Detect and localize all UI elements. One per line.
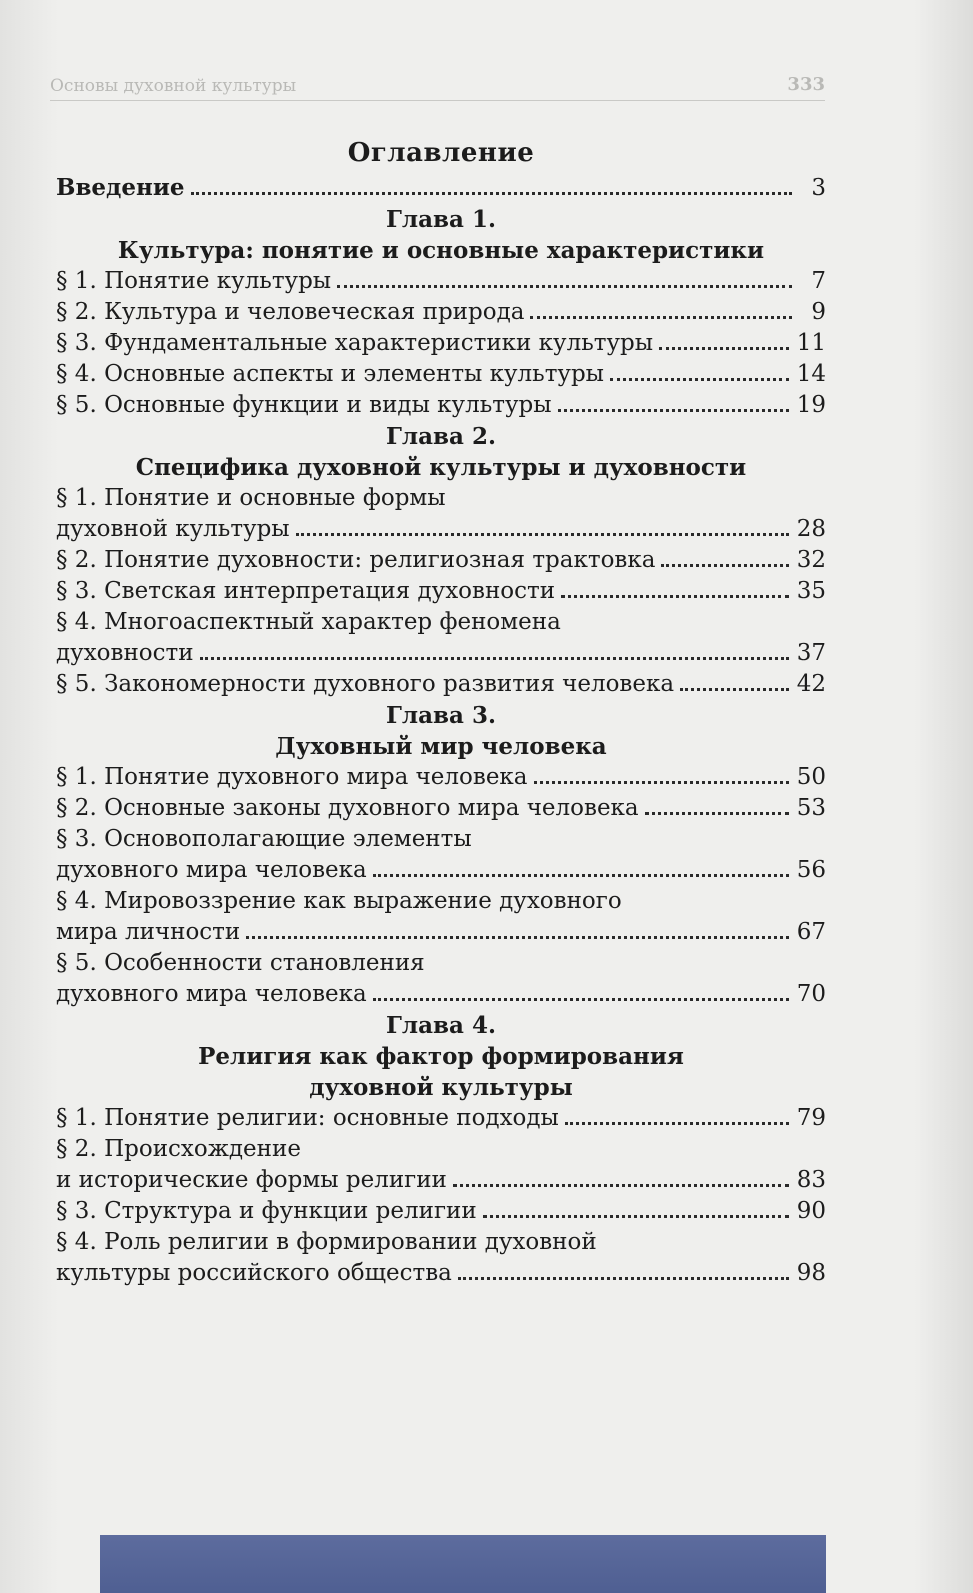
- entry-text: § 4. Мировоззрение как выражение духовного: [56, 888, 622, 914]
- page-number: 79: [796, 1105, 826, 1131]
- toc-line: [56, 359, 826, 390]
- toc-entry[interactable]: [56, 297, 826, 328]
- entry-text: § 4. Многоаспектный характер феномена: [56, 609, 561, 635]
- page-number: 19: [796, 392, 826, 418]
- page-number: 67: [796, 919, 826, 945]
- toc-entry[interactable]: [56, 607, 826, 669]
- dot-leader: [337, 285, 792, 288]
- toc-line: [56, 297, 826, 328]
- chapter-title: Специфика духовной культуры и духовности: [135, 454, 747, 481]
- toc-entry[interactable]: [56, 483, 826, 545]
- dot-leader: [561, 595, 789, 598]
- bottom-color-band: [100, 1535, 826, 1593]
- dot-leader: [200, 657, 789, 660]
- entry-text: § 2. Культура и человеческая природа: [56, 299, 525, 325]
- page-number: 37: [796, 640, 826, 666]
- toc-entry[interactable]: [56, 824, 826, 886]
- running-head-title: Основы духовной культуры: [50, 76, 297, 96]
- dot-leader: [483, 1215, 789, 1218]
- toc-line: [56, 1258, 826, 1289]
- entry-text: § 2. Понятие духовности: религиозная трактовка: [56, 547, 656, 573]
- toc-entry[interactable]: [56, 948, 826, 1010]
- toc-entry[interactable]: [56, 886, 826, 948]
- toc-entry[interactable]: [56, 1227, 826, 1289]
- toc-line: [56, 266, 826, 297]
- entry-text: § 2. Происхождение: [56, 1136, 301, 1162]
- entry-text: духовного мира человека: [56, 857, 367, 883]
- dot-leader: [458, 1277, 789, 1280]
- page-number: 98: [796, 1260, 826, 1286]
- page-number: 70: [796, 981, 826, 1007]
- page-number: 90: [796, 1198, 826, 1224]
- page-number: 50: [796, 764, 826, 790]
- toc-line: [56, 1165, 826, 1196]
- entry-text: § 4. Основные аспекты и элементы культуры: [56, 361, 604, 387]
- entry-text: § 5. Закономерности духовного развития человека: [56, 671, 675, 697]
- dot-leader: [296, 533, 789, 536]
- toc-line: [56, 328, 826, 359]
- dot-leader: [453, 1184, 789, 1187]
- page-number: 56: [796, 857, 826, 883]
- table-of-contents: [56, 138, 826, 1289]
- toc-line: [56, 638, 826, 669]
- page-number: 28: [796, 516, 826, 542]
- dot-leader: [645, 812, 789, 815]
- entry-text: § 1. Понятие культуры: [56, 268, 332, 294]
- chapter-title: духовной культуры: [309, 1074, 573, 1101]
- running-head: [50, 72, 825, 101]
- dot-leader: [680, 688, 789, 691]
- toc-title: Оглавление: [347, 138, 535, 168]
- entry-text: § 5. Особенности становления: [56, 950, 425, 976]
- entry-text: культуры российского общества: [56, 1260, 452, 1286]
- entry-text: § 5. Основные функции и виды культуры: [56, 392, 552, 418]
- dot-leader: [373, 998, 789, 1001]
- entry-text: § 1. Понятие и основные формы: [56, 485, 446, 511]
- page-number: 7: [811, 268, 826, 294]
- entry-text: § 3. Фундаментальные характеристики культуры: [56, 330, 654, 356]
- entry-text: мира личности: [56, 919, 241, 945]
- entry-text: § 1. Понятие религии: основные подходы: [56, 1105, 559, 1131]
- toc-line: [56, 979, 826, 1010]
- toc-line: [56, 855, 826, 886]
- entry-text: и исторические формы религии: [56, 1167, 447, 1193]
- entry-text: духовного мира человека: [56, 981, 367, 1007]
- toc-entry[interactable]: [56, 545, 826, 576]
- toc-entry[interactable]: [56, 1103, 826, 1134]
- entry-text: духовной культуры: [56, 516, 290, 542]
- dot-leader: [530, 316, 792, 319]
- page-number: 3: [811, 175, 826, 201]
- toc-line: [56, 514, 826, 545]
- toc-entry[interactable]: [56, 669, 826, 700]
- toc-line: [56, 576, 826, 607]
- dot-leader: [534, 781, 789, 784]
- entry-text: § 3. Структура и функции религии: [56, 1198, 477, 1224]
- entry-text: § 3. Основополагающие элементы: [56, 826, 472, 852]
- dot-leader: [661, 564, 788, 567]
- chapter-heading: Глава 4.: [386, 1012, 496, 1039]
- toc-line: [56, 545, 826, 576]
- toc-entry[interactable]: [56, 266, 826, 297]
- dot-leader: [246, 936, 788, 939]
- chapter-title: Религия как фактор формирования: [198, 1043, 684, 1070]
- toc-entry-introduction[interactable]: [56, 172, 826, 204]
- toc-line: [56, 793, 826, 824]
- entry-text: § 4. Роль религии в формировании духовной: [56, 1229, 597, 1255]
- toc-line: [56, 172, 826, 204]
- entry-text: § 3. Светская интерпретация духовности: [56, 578, 556, 604]
- page-number: 83: [796, 1167, 826, 1193]
- toc-line: [56, 390, 826, 421]
- chapter-heading: Глава 2.: [386, 423, 496, 450]
- page-number: 11: [796, 330, 826, 356]
- toc-entry[interactable]: [56, 328, 826, 359]
- chapter-title: Культура: понятие и основные характеристики: [117, 237, 765, 264]
- chapter-heading: Глава 3.: [386, 702, 496, 729]
- dot-leader: [610, 378, 789, 381]
- page-number: 35: [796, 578, 826, 604]
- dot-leader: [191, 192, 792, 195]
- page-number: 14: [796, 361, 826, 387]
- entry-text: § 2. Основные законы духовного мира человека: [56, 795, 639, 821]
- dot-leader: [373, 874, 789, 877]
- toc-line: [56, 669, 826, 700]
- chapter-heading: Глава 1.: [386, 206, 496, 233]
- chapter-list: [56, 204, 826, 1289]
- page-number: 53: [796, 795, 826, 821]
- toc-entry[interactable]: [56, 390, 826, 421]
- toc-entry[interactable]: [56, 1196, 826, 1227]
- dot-leader: [659, 347, 789, 350]
- toc-entry[interactable]: [56, 793, 826, 824]
- page-number: 9: [811, 299, 826, 325]
- entry-text: духовности: [56, 640, 194, 666]
- entry-text: Введение: [56, 174, 185, 201]
- dot-leader: [558, 409, 789, 412]
- entry-text: § 1. Понятие духовного мира человека: [56, 764, 528, 790]
- chapter-title: Духовный мир человека: [275, 733, 607, 760]
- toc-line: [56, 762, 826, 793]
- dot-leader: [565, 1122, 789, 1125]
- page-number: 32: [796, 547, 826, 573]
- toc-line: [56, 1103, 826, 1134]
- page-number: 42: [796, 671, 826, 697]
- toc-entry[interactable]: [56, 762, 826, 793]
- toc-line: [56, 1196, 826, 1227]
- toc-line: [56, 917, 826, 948]
- running-head-page-number: 333: [787, 74, 825, 95]
- toc-entry[interactable]: [56, 359, 826, 390]
- toc-entry[interactable]: [56, 576, 826, 607]
- toc-entry[interactable]: [56, 1134, 826, 1196]
